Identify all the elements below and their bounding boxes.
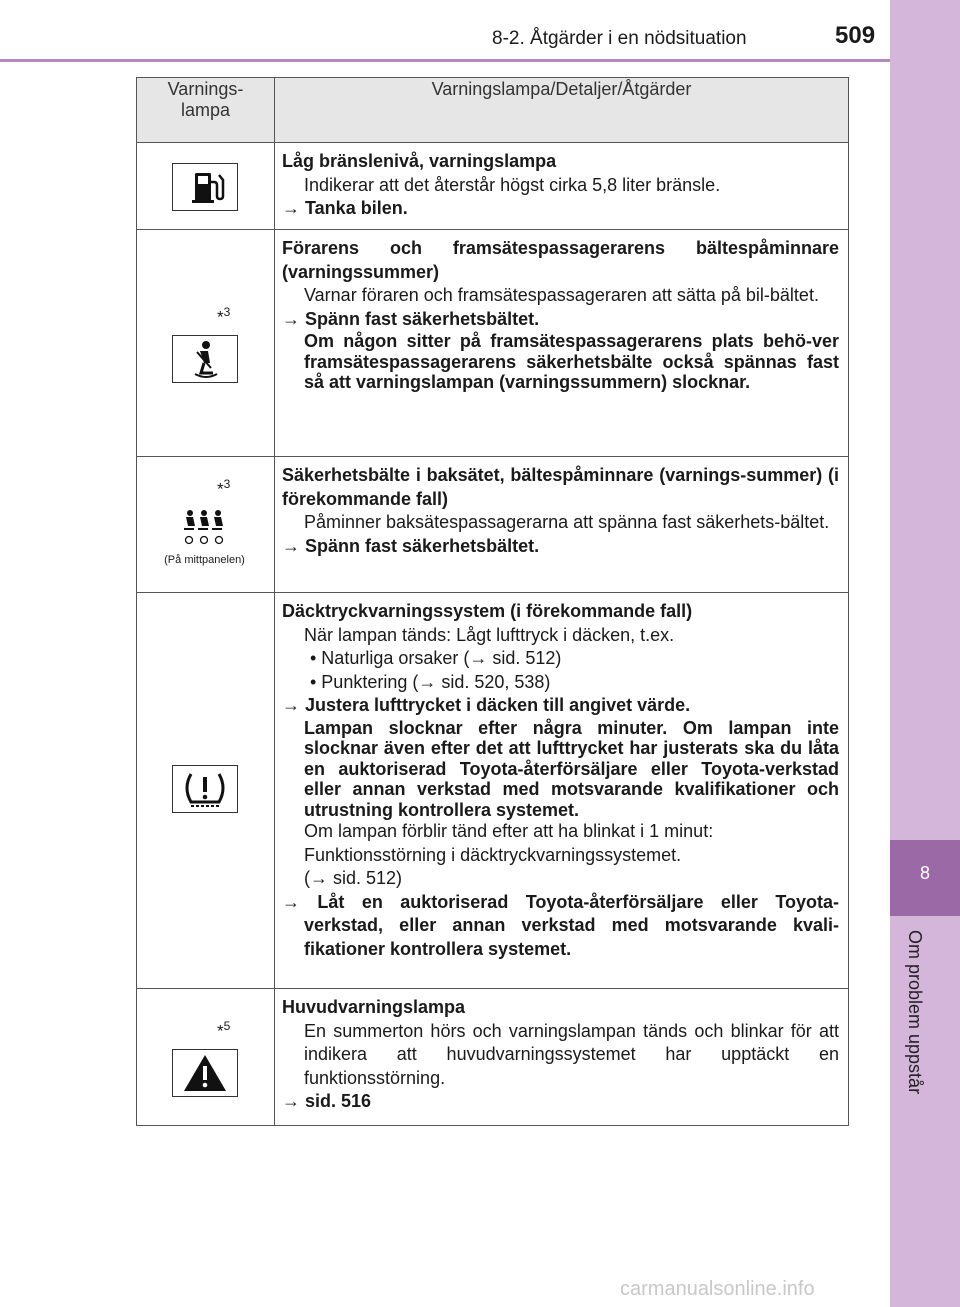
- chapter-label-tab[interactable]: [890, 916, 960, 1307]
- description-cell: [275, 230, 849, 457]
- action-text: sid. 516: [305, 1091, 372, 1111]
- action-detail: Lampan slocknar efter några minuter. Om lampan inte slocknar även efter det att lufttrycket har justerats ska du låta en auktoriserad Toyota-återförsäljare eller Toyota-verkstad eller annan verkstad med motsvarande kvalifikationer och utrustning kontrollera systemet.: [304, 717, 839, 820]
- lamp-detail: När lampan tänds: Lågt lufttryck i däcken, t.ex.: [304, 624, 675, 645]
- lamp-cell: [137, 230, 275, 457]
- page-number: 509: [835, 22, 876, 49]
- chapter-number-tab[interactable]: 8: [890, 840, 960, 916]
- page-reference: (→ sid. 512): [304, 868, 403, 888]
- action-line: [282, 535, 839, 559]
- chapter-label: Om problem uppstår: [905, 930, 925, 1095]
- description-cell: [275, 457, 849, 593]
- action-line-2: [282, 891, 839, 962]
- arrow-icon: →: [282, 891, 300, 912]
- action-text: Spänn fast säkerhetsbältet.: [305, 535, 540, 556]
- lamp-detail-2: Om lampan förblir tänd efter att ha blinkat i 1 minut:: [304, 821, 714, 841]
- action-text-2: Låt en auktoriserad Toyota-återförsäljare eller Toyota-verkstad, eller annan verkstad med motsvarande kvali-fikationer kontrollera systemet.: [304, 891, 839, 959]
- side-tab-top: [890, 0, 960, 840]
- footnote-mark: *$^3$: [217, 477, 231, 499]
- action-text: Spänn fast säkerhetsbältet.: [305, 308, 540, 329]
- fuel-pump-icon: [172, 163, 238, 211]
- lamp-title: Säkerhetsbälte i baksätet, bältespåminnare (varnings-summer) (i förekommande fall): [282, 465, 839, 509]
- lamp-detail: Påminner baksätespassagerarna att spänna fast säkerhets-bältet.: [304, 512, 830, 532]
- description-cell: [275, 989, 849, 1126]
- arrow-icon: →: [282, 308, 300, 329]
- bullet-item: • Naturliga orsaker (→ sid. 512): [310, 648, 562, 668]
- lamp-detail-3: Funktionsstörning i däcktryckvarningssystemet.: [304, 844, 682, 865]
- action-line: [282, 1090, 839, 1114]
- lamp-title: Huvudvarningslampa: [282, 997, 466, 1017]
- footnote-mark: *$^5$: [217, 1019, 231, 1041]
- rear-seatbelts-icon: [172, 505, 236, 549]
- watermark: carmanualsonline.info: [620, 1278, 815, 1300]
- description-cell: [275, 143, 849, 230]
- table-row: [137, 593, 849, 989]
- table-row: [137, 230, 849, 457]
- icon-caption: (På mittpanelen): [164, 554, 245, 566]
- col-header-lamp: Varnings- lampa: [137, 78, 275, 143]
- lamp-detail: Varnar föraren och framsätespassageraren att sätta på bil-bältet.: [304, 285, 819, 305]
- action-text: Justera lufttrycket i däcken till angivet värde.: [305, 695, 691, 715]
- warning-lamp-table: [136, 77, 849, 1126]
- lamp-cell: [137, 457, 275, 593]
- arrow-icon: →: [282, 198, 300, 218]
- arrow-icon: →: [282, 1091, 300, 1111]
- action-line: [282, 694, 839, 718]
- arrow-icon: →: [282, 535, 300, 556]
- action-line: [282, 308, 839, 332]
- header-rule: [0, 59, 890, 62]
- bullet-item: • Punktering (→ sid. 520, 538): [310, 671, 551, 692]
- lamp-cell: [137, 593, 275, 989]
- lamp-cell: [137, 143, 275, 230]
- seatbelt-icon: [172, 335, 238, 383]
- table-row: [137, 457, 849, 593]
- lamp-title: Däcktryckvarningssystem (i förekommande fall): [282, 601, 693, 621]
- lamp-detail: En summerton hörs och varningslampan tänds och blinkar för att indikera att huvudvarningssystemet har upptäckt en funktionsstörning.: [304, 1020, 839, 1088]
- col-header-details: Varningslampa/Detaljer/Åtgärder: [275, 78, 849, 143]
- section-title: 8-2. Åtgärder i en nödsituation: [492, 28, 747, 49]
- arrow-icon: →: [282, 695, 300, 715]
- table-row: [137, 989, 849, 1126]
- action-text: Tanka bilen.: [305, 198, 408, 218]
- lamp-cell: [137, 989, 275, 1126]
- action-line: [282, 197, 839, 221]
- lamp-detail: Indikerar att det återstår högst cirka 5,8 liter bränsle.: [304, 174, 721, 195]
- master-warning-icon: [172, 1049, 238, 1097]
- lamp-title: Låg bränslenivå, varningslampa: [282, 151, 557, 171]
- table-row: [137, 143, 849, 230]
- lamp-title: Förarens och framsätespassagerarens bältespåminnare (varningssummer): [282, 238, 839, 282]
- footnote-mark: *$^3$: [217, 305, 231, 327]
- description-cell: [275, 593, 849, 989]
- tire-pressure-icon: [172, 765, 238, 813]
- table-header-row: [137, 78, 849, 143]
- action-detail: Om någon sitter på framsätespassagerarens plats behö-ver framsätespassagerarens säkerhetsbälte också spännas fast så att varningslampan (varningssummern) slocknar.: [304, 331, 839, 392]
